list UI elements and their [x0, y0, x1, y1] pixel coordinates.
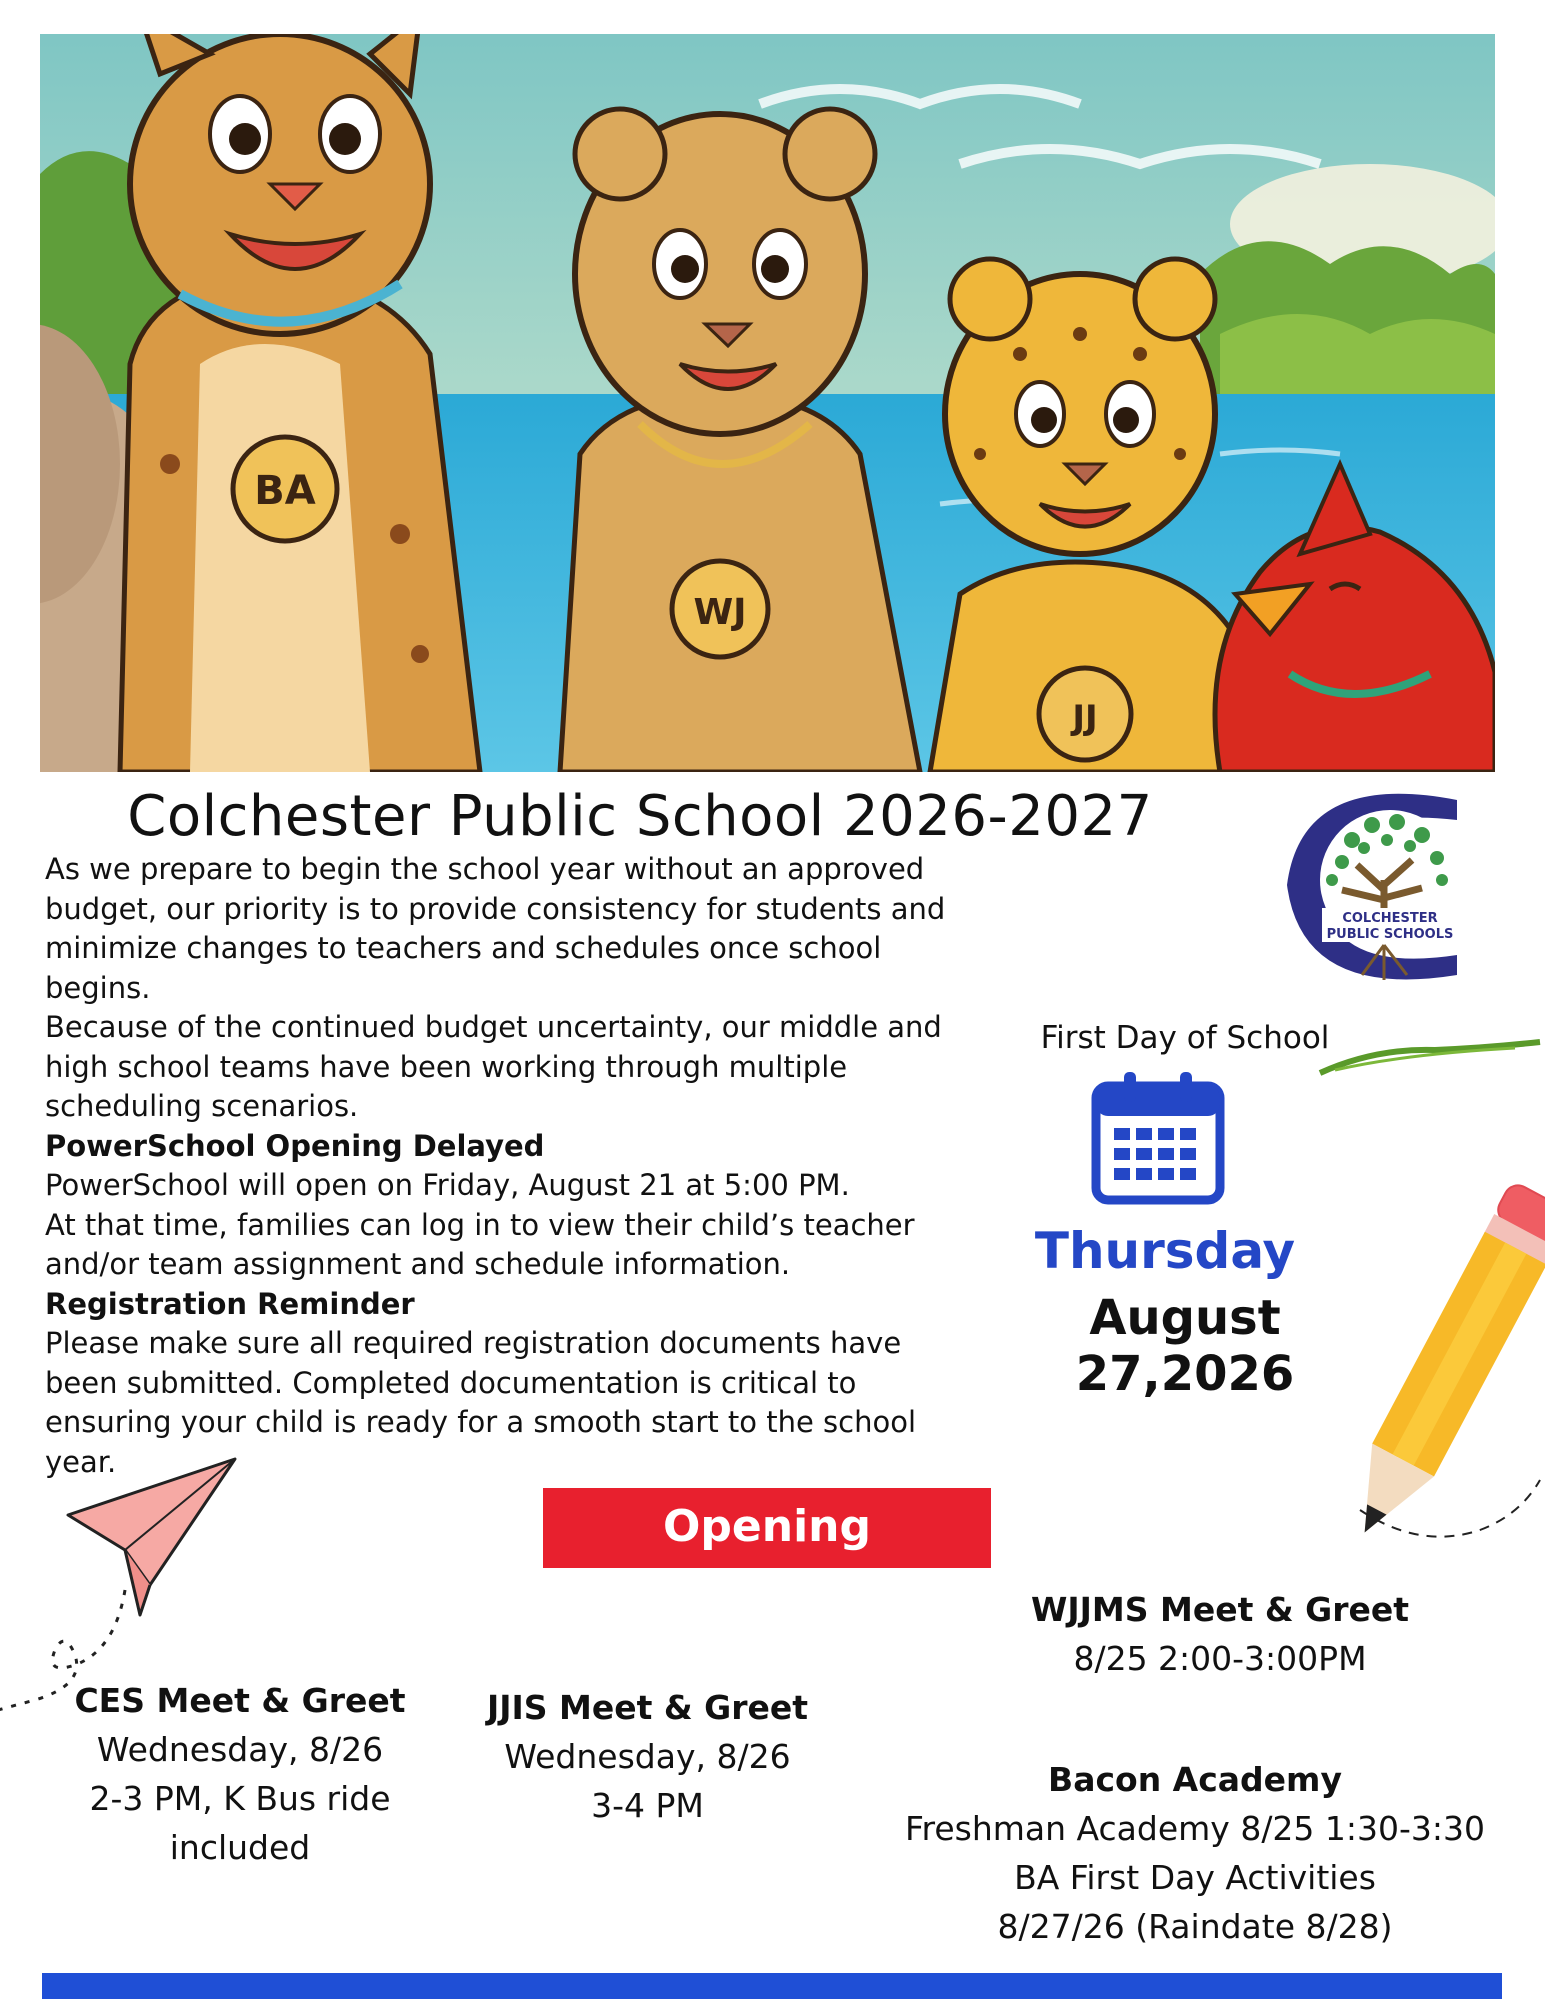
- colchester-tree-logo-icon: [1272, 780, 1477, 995]
- registration-paragraph: Please make sure all required registration documents have been submitted. Completed documentation is critical to ensuring your child is ready for a smooth start to the school year.: [45, 1326, 917, 1479]
- powerschool-open-date: PowerSchool will open on Friday, August 21 at 5:00 PM.: [45, 1168, 850, 1202]
- intro-text: [45, 850, 965, 1482]
- bacon-academy: [865, 1755, 1525, 1951]
- jjis-title: JJIS Meet & Greet: [486, 1688, 809, 1727]
- medallion-ba: BA: [254, 468, 316, 514]
- first-day-date: August 27,2026: [1075, 1290, 1295, 1402]
- colchester-logo: [1272, 780, 1477, 995]
- intro-paragraph-budget: As we prepare to begin the school year without an approved budget, our priority is to provide consistency for students and minimize changes to teachers and schedules once school begins.: [45, 852, 946, 1005]
- bacon-title: Bacon Academy: [1048, 1760, 1342, 1799]
- green-scribble: [1315, 1028, 1545, 1084]
- powerschool-heading: PowerSchool Opening Delayed: [45, 1128, 545, 1163]
- hero-illustration: [40, 34, 1495, 772]
- registration-heading: Registration Reminder: [45, 1286, 415, 1321]
- wjjms-title: WJJMS Meet & Greet: [1030, 1590, 1410, 1629]
- first-day-label: First Day of School: [1040, 1020, 1330, 1056]
- ces-time: 2-3 PM, K Bus ride included: [89, 1779, 391, 1867]
- calendar-icon: [1090, 1070, 1226, 1206]
- bacon-first-day: BA First Day Activities: [1014, 1858, 1376, 1897]
- bacon-date: 8/27/26 (Raindate 8/28): [997, 1907, 1393, 1946]
- page-title: Colchester Public School 2026-2027: [127, 784, 1153, 849]
- medallion-wj: WJ: [693, 592, 747, 633]
- jjis-meet-greet: [455, 1683, 840, 1830]
- pencil-icon: [1340, 1180, 1545, 1580]
- ces-date: Wednesday, 8/26: [96, 1730, 384, 1769]
- opening-activities-banner: Opening Activities: [543, 1488, 991, 1568]
- intro-paragraph-scheduling: Because of the continued budget uncertainty, our middle and high school teams have been working through multiple scheduling scenarios.: [45, 1010, 942, 1123]
- first-day-weekday: Thursday: [1034, 1222, 1296, 1280]
- wjjms-meet-greet: [1005, 1585, 1435, 1683]
- ces-title: CES Meet & Greet: [74, 1681, 406, 1720]
- medallion-jj: JJ: [1072, 698, 1098, 738]
- jjis-time: 3-4 PM: [591, 1786, 704, 1825]
- wjjms-time: 8/25 2:00-3:00PM: [1073, 1639, 1367, 1678]
- bacon-freshman: Freshman Academy 8/25 1:30-3:30: [904, 1809, 1486, 1848]
- jjis-date: Wednesday, 8/26: [504, 1737, 791, 1776]
- logo-line1: COLCHESTER: [1342, 911, 1438, 926]
- footer-bar: [42, 1973, 1502, 1999]
- logo-line2: PUBLIC SCHOOLS: [1326, 927, 1454, 942]
- ces-meet-greet: [60, 1676, 420, 1872]
- powerschool-info: At that time, families can log in to view their child’s teacher and/or team assignment and schedule information.: [45, 1207, 915, 1281]
